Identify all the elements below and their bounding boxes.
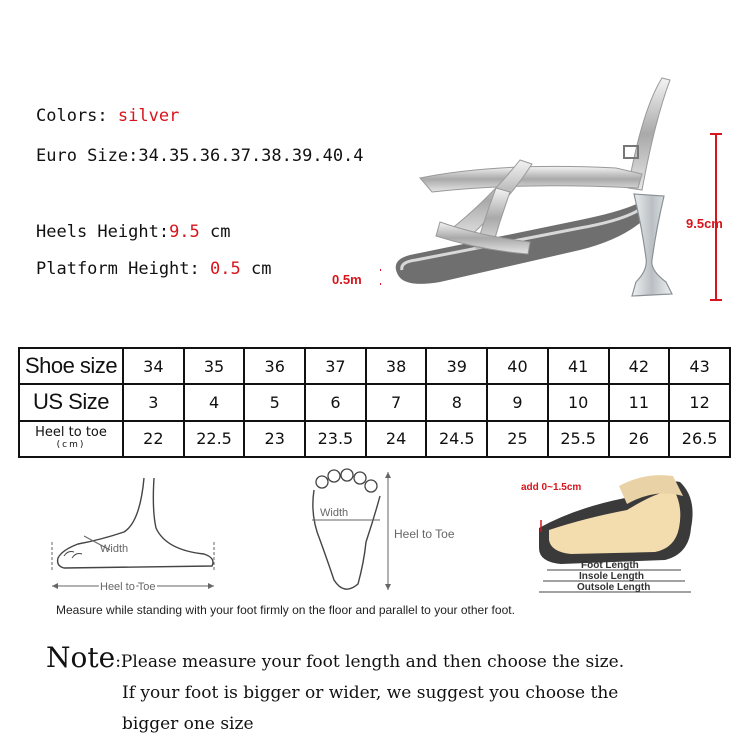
heel-height-label: Heels Height: bbox=[36, 222, 170, 242]
euro-size-label: Euro Size: bbox=[36, 146, 139, 166]
us-size-cell: 4 bbox=[184, 384, 245, 420]
add-allowance-label: add 0~1.5cm bbox=[521, 482, 582, 493]
us-size-cell: 10 bbox=[548, 384, 609, 420]
note-line-1 bbox=[46, 642, 624, 678]
heel-height-value: 9.5 bbox=[169, 222, 200, 242]
shoe-size-cell: 34 bbox=[123, 348, 184, 384]
foot-side-outline bbox=[58, 478, 213, 568]
us-size-cell: 5 bbox=[244, 384, 305, 420]
us-size-cell: 8 bbox=[426, 384, 487, 420]
foot-top-outline bbox=[313, 490, 380, 589]
row-header-us-size: US Size bbox=[19, 384, 123, 420]
foot-top-view-diagram bbox=[300, 466, 470, 600]
heel-to-toe-cell: 23.5 bbox=[305, 421, 366, 457]
shoe-size-cell: 39 bbox=[426, 348, 487, 384]
note-line-1-text: :Please measure your foot length and then choose the size. bbox=[115, 652, 625, 672]
heel-to-toe-cell: 22 bbox=[123, 421, 184, 457]
shoe-size-cell: 37 bbox=[305, 348, 366, 384]
sandal-sole bbox=[396, 198, 660, 284]
us-size-cell: 6 bbox=[305, 384, 366, 420]
instep-strap bbox=[420, 166, 642, 192]
foot-length-label: Foot Length bbox=[581, 560, 639, 571]
side-heel-to-toe-label: Heel to Toe bbox=[100, 581, 156, 593]
shoe-size-cell: 35 bbox=[184, 348, 245, 384]
note-line-3: bigger one size bbox=[122, 714, 254, 734]
us-size-cell: 12 bbox=[669, 384, 730, 420]
size-note bbox=[46, 642, 624, 740]
shoe-size-cell: 41 bbox=[548, 348, 609, 384]
platform-height-label: Platform Height: bbox=[36, 259, 200, 279]
table-row-heel-to-toe bbox=[19, 421, 730, 457]
heel-height-spec bbox=[36, 222, 231, 242]
table-row-shoe-size bbox=[19, 348, 730, 384]
row-header-heel-to-toe bbox=[19, 421, 123, 457]
insole-length-label: Insole Length bbox=[579, 571, 644, 582]
table-row-us-size bbox=[19, 384, 730, 420]
colors-spec bbox=[36, 106, 179, 126]
heel-to-toe-cell: 24 bbox=[366, 421, 427, 457]
heel-dimension-label: 9.5cm bbox=[686, 216, 723, 231]
note-title: Note bbox=[46, 641, 116, 674]
heel-to-toe-cell: 23 bbox=[244, 421, 305, 457]
foot-side-view-diagram bbox=[44, 470, 224, 600]
outsole-length-label: Outsole Length bbox=[577, 582, 651, 593]
heel-to-toe-unit: (cm) bbox=[56, 439, 86, 450]
top-heel-to-toe-label: Heel to Toe bbox=[394, 527, 455, 541]
us-size-cell: 7 bbox=[366, 384, 427, 420]
foot-in-shoe-diagram bbox=[515, 468, 705, 602]
platform-height-value: 0.5 bbox=[210, 259, 241, 279]
note-line-2: If your foot is bigger or wider, we suggest you choose the bbox=[122, 683, 619, 703]
us-size-cell: 11 bbox=[609, 384, 670, 420]
colors-label: Colors: bbox=[36, 106, 108, 126]
sandal-product-image bbox=[380, 70, 750, 330]
top-width-label: Width bbox=[320, 507, 349, 519]
colors-value: silver bbox=[117, 106, 180, 126]
euro-size-spec bbox=[36, 146, 364, 166]
measure-instruction: Measure while standing with your foot firmly on the floor and parallel to your other foot. bbox=[56, 603, 515, 617]
heel-to-toe-cell: 25 bbox=[487, 421, 548, 457]
spool-heel bbox=[632, 194, 672, 296]
shoe-size-cell: 36 bbox=[244, 348, 305, 384]
heel-to-toe-cell: 22.5 bbox=[184, 421, 245, 457]
shoe-size-cell: 42 bbox=[609, 348, 670, 384]
shoe-size-cell: 40 bbox=[487, 348, 548, 384]
platform-height-spec bbox=[36, 259, 271, 279]
platform-height-unit: cm bbox=[250, 259, 272, 279]
heel-to-toe-cell: 26 bbox=[609, 421, 670, 457]
size-chart-table bbox=[18, 347, 731, 458]
shoe-size-cell: 38 bbox=[366, 348, 427, 384]
us-size-cell: 9 bbox=[487, 384, 548, 420]
heel-to-toe-cell: 26.5 bbox=[669, 421, 730, 457]
us-size-cell: 3 bbox=[123, 384, 184, 420]
heel-height-unit: cm bbox=[210, 222, 231, 242]
euro-size-value: 34.35.36.37.38.39.40.4 bbox=[138, 146, 364, 166]
row-header-shoe-size: Shoe size bbox=[19, 348, 123, 384]
side-width-label: Width bbox=[100, 543, 129, 555]
platform-dimension-label: 0.5m bbox=[332, 272, 362, 287]
heel-to-toe-cell: 25.5 bbox=[548, 421, 609, 457]
heel-to-toe-cell: 24.5 bbox=[426, 421, 487, 457]
heel-to-toe-header-text: Heel to toe bbox=[35, 424, 107, 440]
shoe-size-cell: 43 bbox=[669, 348, 730, 384]
